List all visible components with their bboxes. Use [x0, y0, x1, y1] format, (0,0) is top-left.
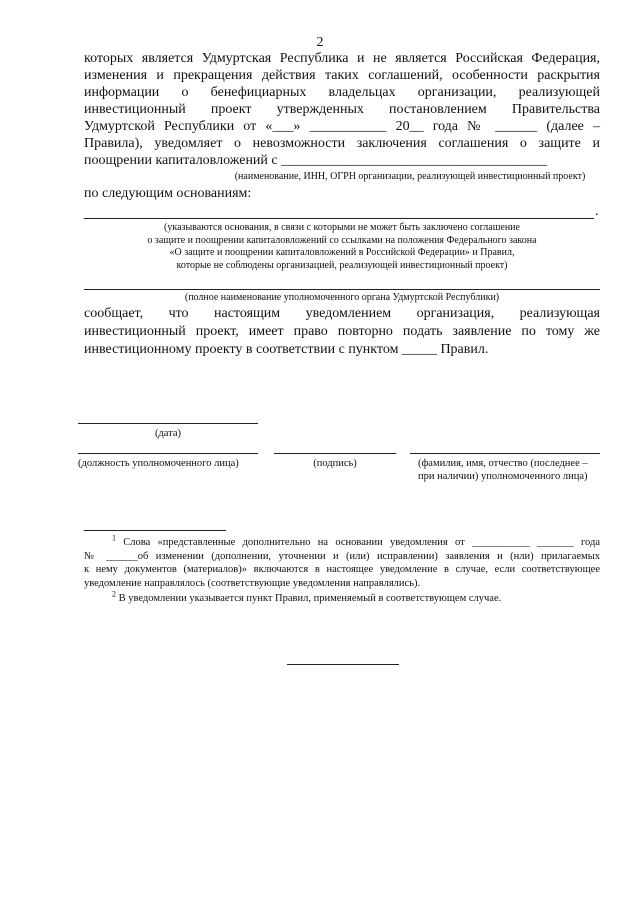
signature-line: [274, 453, 396, 454]
grounds-period: .: [595, 204, 599, 219]
authority-caption: (полное наименование уполномоченного органа Удмуртской Республики): [184, 292, 500, 303]
full-name-line: [410, 453, 600, 454]
body-line: поощрении капиталовложений с ______________________________________: [84, 153, 548, 168]
signature-caption: (подпись): [313, 458, 357, 469]
footnote-line: № ______об изменении (дополнении, уточнении и (или) исправлении) заявления и (нли) прилагаемых: [84, 550, 600, 562]
body-line: изменения и прекращения действия таких соглашений, особенности раскрытия: [84, 68, 600, 83]
footnote-line: $^1$ Слова «представленные дополнительно на основании уведомления от ___________ _______ года: [112, 533, 601, 548]
closing-separator: [287, 664, 399, 665]
date-line: [78, 423, 258, 424]
footnote-text: В уведомлении указывается пункт Правил, применяемый в соответствующем случае.: [118, 593, 502, 604]
body-paragraph: [84, 50, 600, 169]
authority-line: [84, 289, 600, 290]
conclusion-line: инвестиционному проекту в соответствии с пунктом _____ Правил.: [84, 342, 489, 357]
grounds-label: по следующим основаниям:: [84, 186, 252, 201]
body-line: инвестиционный проект утвержденных постановлением Правительства: [84, 102, 600, 117]
position-line: [78, 453, 258, 454]
conclusion-line: сообщает, что настоящим уведомлением организация, реализующая: [84, 306, 600, 321]
grounds-caption-line: «О защите и поощрении капиталовложений в Российской Федерации» и Правил,: [169, 247, 515, 258]
footnote-mark: 2: [112, 589, 116, 599]
conclusion-paragraph: [84, 305, 600, 359]
full-name-caption-line: (фамилия, имя, отчество (последнее –: [418, 458, 588, 469]
full-name-caption-line: при наличии) уполномоченного лица): [418, 471, 588, 482]
position-caption: (должность уполномоченного лица): [78, 458, 239, 469]
conclusion-line: инвестиционный проект, имеет право повторно подать заявление по тому же: [84, 324, 600, 339]
grounds-caption-line: (указываются основания, в связи с которыми не может быть заключено соглашение: [164, 222, 520, 233]
body-line: которых является Удмуртская Республика и не является Российская Федерация,: [84, 51, 600, 66]
footnote-line: уведомление направлялось (соответствующие уведомления направлялись).: [84, 577, 421, 589]
grounds-caption: [84, 222, 600, 272]
full-name-caption: [418, 457, 608, 483]
footnote-separator: [84, 530, 226, 531]
date-caption: (дата): [154, 428, 182, 439]
grounds-line: [84, 218, 594, 219]
footnote-2: [84, 589, 600, 606]
body-line: Удмуртской Республики от «___» ___________ 20__ года № ______ (далее –: [84, 119, 600, 134]
grounds-caption-line: которые не соблюдены организацией, реализующей инвестиционный проект): [176, 259, 508, 271]
grounds-caption-line: о защите и поощрении капиталовложений со ссылками на положения Федерального закона: [147, 234, 537, 246]
footnote-1: [84, 533, 601, 590]
organization-caption: (наименование, ИНН, ОГРН организации, реализующей инвестиционный проект): [234, 171, 586, 182]
footnote-line: к нему документов (материалов)» включаются в настоящее уведомление в случае, если соответствующее: [84, 564, 600, 575]
page-number: 2: [316, 35, 324, 50]
body-line: Правила), уведомляет о невозможности заключения соглашения о защите и: [84, 136, 600, 151]
body-line: информации о бенефициарных владельцах организации, реализующей: [84, 85, 600, 100]
footnote-mark: 1: [112, 533, 116, 543]
